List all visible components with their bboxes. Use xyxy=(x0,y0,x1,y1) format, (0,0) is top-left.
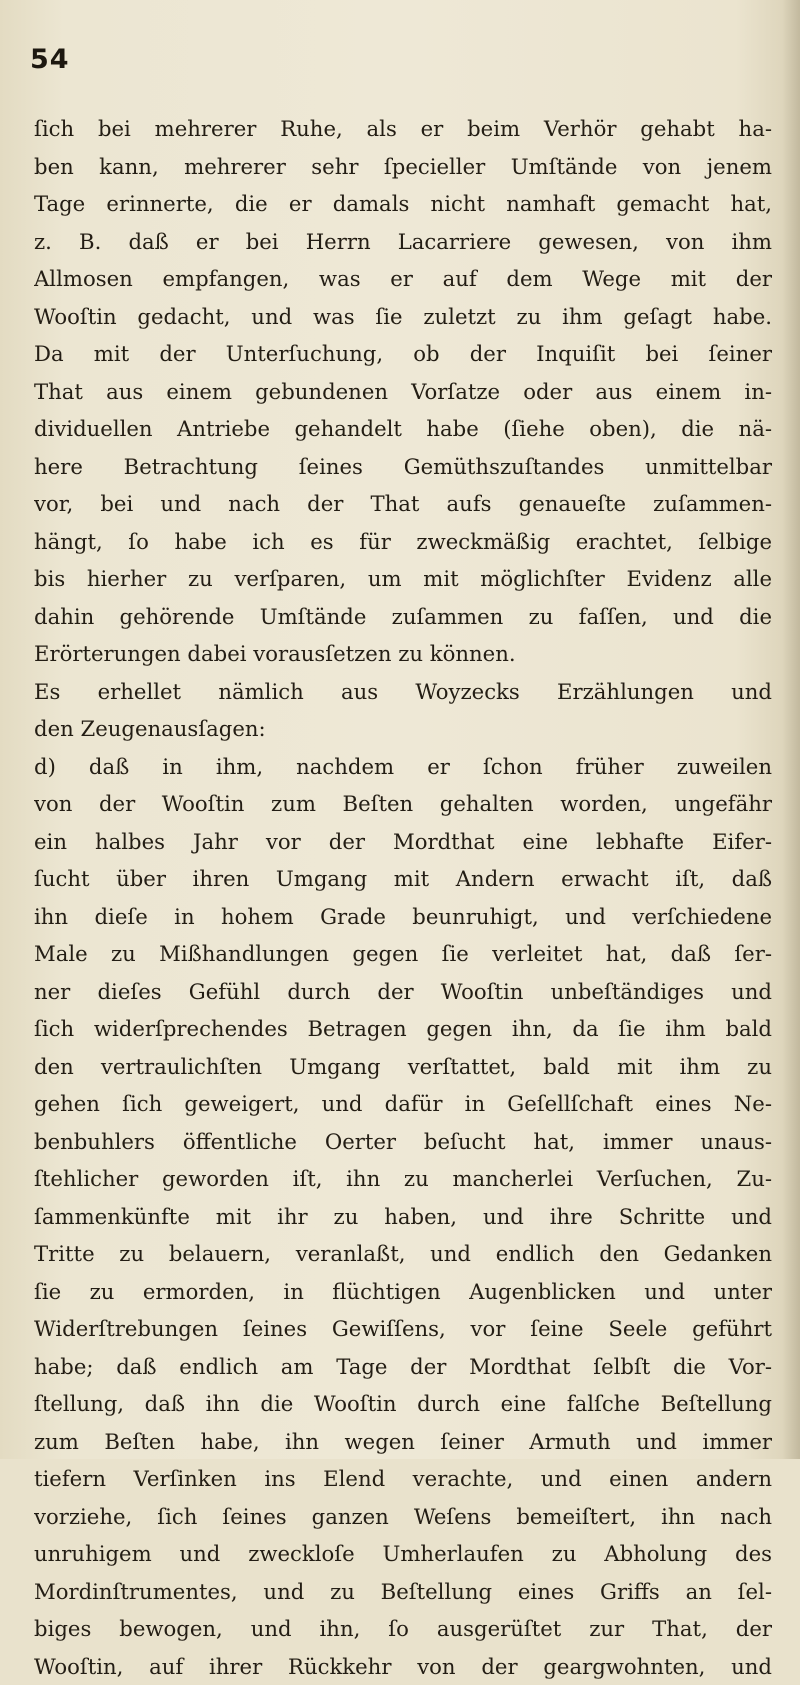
text-line: ben kann, mehrerer sehr ſpecieller Umſtände von jenem xyxy=(34,148,772,186)
text-line: den Zeugenausſagen: xyxy=(34,710,772,748)
text-line: hängt, ſo habe ich es für zweckmäßig erachtet, ſelbige xyxy=(34,523,772,561)
text-line: Es erhellet nämlich aus Woyzecks Erzählungen und xyxy=(34,673,772,711)
text-line: ſtehlicher geworden iſt, ihn zu mancherlei Verſuchen, Zu- xyxy=(34,1160,772,1198)
body-text xyxy=(34,110,772,1685)
text-line: Tritte zu belauern, veranlaßt, und endlich den Gedanken xyxy=(34,1235,772,1273)
text-line: vorziehe, ſich ſeines ganzen Weſens bemeiſtert, ihn nach xyxy=(34,1498,772,1536)
text-line: biges bewogen, und ihn, ſo ausgerüſtet zur That, der xyxy=(34,1610,772,1648)
text-line: ſucht über ihren Umgang mit Andern erwacht iſt, daß xyxy=(34,860,772,898)
text-line: Wooſtin, auf ihrer Rückkehr von der geargwohnten, und xyxy=(34,1648,772,1685)
page-edge-shadow xyxy=(782,0,800,1459)
text-line: Mordinſtrumentes, und zu Beſtellung eines Griffs an ſel- xyxy=(34,1573,772,1611)
text-line: Allmosen empfangen, was er auf dem Wege mit der xyxy=(34,260,772,298)
text-line: here Betrachtung ſeines Gemüthszuſtandes unmittelbar xyxy=(34,448,772,486)
text-line: Tage erinnerte, die er damals nicht namhaft gemacht hat, xyxy=(34,185,772,223)
text-line: That aus einem gebundenen Vorſatze oder aus einem in- xyxy=(34,373,772,411)
text-line: tiefern Verſinken ins Elend verachte, und einen andern xyxy=(34,1460,772,1498)
page-number: 54 xyxy=(30,44,70,75)
text-line: ein halbes Jahr vor der Mordthat eine lebhafte Eifer- xyxy=(34,823,772,861)
text-line: dahin gehörende Umſtände zuſammen zu faſſen, und die xyxy=(34,598,772,636)
text-line: ſtellung, daß ihn die Wooſtin durch eine falſche Beſtellung xyxy=(34,1385,772,1423)
text-line: von der Wooſtin zum Beſten gehalten worden, ungefähr xyxy=(34,785,772,823)
text-line: Da mit der Unterſuchung, ob der Inquiſit bei ſeiner xyxy=(34,335,772,373)
text-line: bis hierher zu verſparen, um mit möglichſter Evidenz alle xyxy=(34,560,772,598)
text-line: Widerſtrebungen ſeines Gewiſſens, vor ſeine Seele geführt xyxy=(34,1310,772,1348)
text-line: dividuellen Antriebe gehandelt habe (ſiehe oben), die nä- xyxy=(34,410,772,448)
text-line: d) daß in ihm, nachdem er ſchon früher zuweilen xyxy=(34,748,772,786)
text-line: zum Beſten habe, ihn wegen ſeiner Armuth und immer xyxy=(34,1423,772,1461)
text-line: Wooſtin gedacht, und was ſie zuletzt zu ihm geſagt habe. xyxy=(34,298,772,336)
text-line: ſich bei mehrerer Ruhe, als er beim Verhör gehabt ha- xyxy=(34,110,772,148)
text-line: ner dieſes Gefühl durch der Wooſtin unbeſtändiges und xyxy=(34,973,772,1011)
text-line: vor, bei und nach der That aufs genaueſte zuſammen- xyxy=(34,485,772,523)
text-line: unruhigem und zweckloſe Umherlaufen zu Abholung des xyxy=(34,1535,772,1573)
text-line: den vertraulichſten Umgang verſtattet, bald mit ihm zu xyxy=(34,1048,772,1086)
text-line: habe; daß endlich am Tage der Mordthat ſelbſt die Vor- xyxy=(34,1348,772,1386)
text-line: benbuhlers öffentliche Oerter beſucht hat, immer unaus- xyxy=(34,1123,772,1161)
text-line: gehen ſich geweigert, und dafür in Geſellſchaft eines Ne- xyxy=(34,1085,772,1123)
text-line: ſich widerſprechendes Betragen gegen ihn, da ſie ihm bald xyxy=(34,1010,772,1048)
text-line: ſammenkünfte mit ihr zu haben, und ihre Schritte und xyxy=(34,1198,772,1236)
text-line: z. B. daß er bei Herrn Lacarriere gewesen, von ihm xyxy=(34,223,772,261)
text-line: Erörterungen dabei vorausſetzen zu können. xyxy=(34,635,772,673)
text-line: Male zu Mißhandlungen gegen ſie verleitet hat, daß ſer- xyxy=(34,935,772,973)
text-line: ſie zu ermorden, in flüchtigen Augenblicken und unter xyxy=(34,1273,772,1311)
text-line: ihn dieſe in hohem Grade beunruhigt, und verſchiedene xyxy=(34,898,772,936)
